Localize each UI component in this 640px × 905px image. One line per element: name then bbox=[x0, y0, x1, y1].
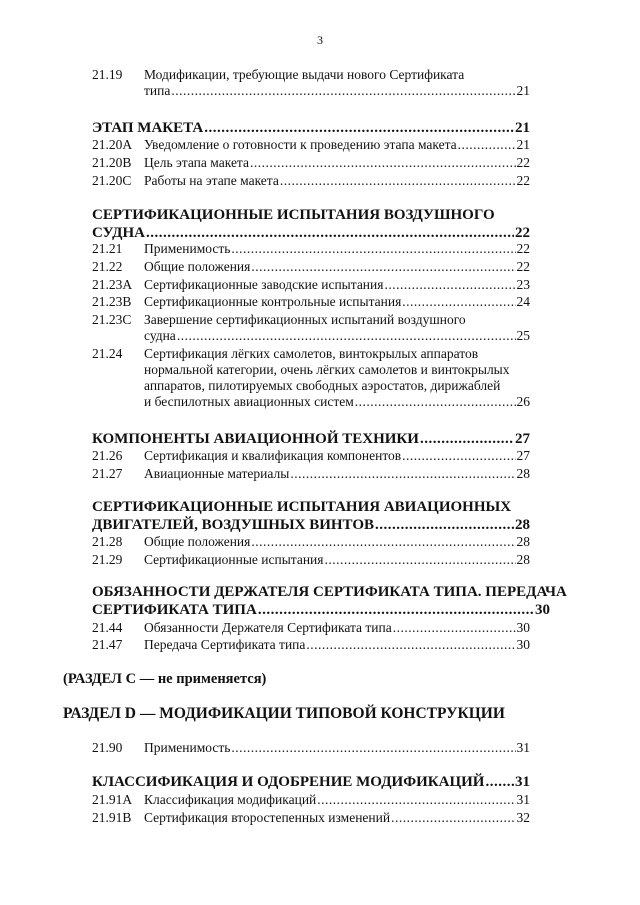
entry-title: Сертификационные контрольные испытания bbox=[144, 294, 402, 309]
entry-number: 21.27 bbox=[92, 466, 123, 481]
entry-title: Сертификация и квалификация компонентов bbox=[144, 448, 402, 463]
entry-title-line2: типа bbox=[144, 83, 171, 98]
heading-title-line1: ОБЯЗАННОСТИ ДЕРЖАТЕЛЯ СЕРТИФИКАТА ТИПА. ПЕРЕДАЧА bbox=[92, 584, 567, 600]
toc-heading-engines[interactable] bbox=[92, 498, 530, 534]
entry-title-line1: Модификации, требующие выдачи нового Сертификата bbox=[144, 67, 465, 82]
dot-leader bbox=[402, 448, 515, 464]
entry-page: 21 bbox=[516, 83, 530, 98]
entry-title: Цель этапа макета bbox=[144, 155, 249, 170]
entry-title-line1: Завершение сертификационных испытаний воздушного bbox=[144, 312, 466, 327]
dot-leader bbox=[306, 637, 515, 653]
entry-page: 28 bbox=[516, 466, 530, 481]
toc-entry-21-19[interactable] bbox=[92, 67, 530, 99]
dot-leader bbox=[458, 137, 516, 153]
toc-entry-21-20a[interactable] bbox=[92, 137, 530, 153]
dot-leader bbox=[485, 773, 514, 791]
dot-leader bbox=[402, 294, 515, 310]
entry-title: Уведомление о готовности к проведению этапа макета bbox=[144, 137, 457, 152]
entry-number: 21.19 bbox=[92, 67, 123, 82]
toc-heading-aircraft-tests[interactable] bbox=[92, 206, 530, 242]
entry-page: 30 bbox=[516, 620, 530, 635]
dot-leader bbox=[391, 810, 515, 826]
heading-title: ЭТАП МАКЕТА bbox=[92, 120, 204, 136]
heading-page: 22 bbox=[515, 225, 530, 241]
dot-leader bbox=[355, 394, 516, 410]
entry-number: 21.28 bbox=[92, 534, 123, 549]
dot-leader bbox=[393, 620, 516, 636]
entry-number: 21.20B bbox=[92, 155, 132, 170]
toc-entry-21-29[interactable] bbox=[92, 552, 530, 568]
dot-leader bbox=[250, 155, 516, 171]
entry-page: 22 bbox=[516, 155, 530, 170]
heading-page: 21 bbox=[515, 120, 530, 136]
toc-entry-21-47[interactable] bbox=[92, 637, 530, 653]
entry-title: Классификация модификаций bbox=[144, 792, 317, 807]
heading-title-line2: ДВИГАТЕЛЕЙ, ВОЗДУШНЫХ ВИНТОВ bbox=[92, 517, 375, 533]
dot-leader bbox=[290, 466, 515, 482]
toc-entry-21-20c[interactable] bbox=[92, 173, 530, 189]
heading-title-line2: СУДНА bbox=[92, 225, 145, 241]
dot-leader bbox=[280, 173, 516, 189]
entry-number: 21.26 bbox=[92, 448, 123, 463]
entry-title: Обязанности Держателя Сертификата типа bbox=[144, 620, 392, 635]
dot-leader bbox=[204, 119, 514, 137]
entry-number: 21.24 bbox=[92, 346, 123, 361]
entry-title: Авиационные материалы bbox=[144, 466, 290, 481]
toc-entry-21-21[interactable] bbox=[92, 241, 530, 257]
entry-title: Применимость bbox=[144, 740, 231, 755]
entry-number: 21.20C bbox=[92, 173, 132, 188]
dot-leader bbox=[325, 552, 516, 568]
entry-page: 23 bbox=[516, 277, 530, 292]
entry-title: Общие положения bbox=[144, 259, 251, 274]
entry-number: 21.23B bbox=[92, 294, 132, 309]
entry-title-line2: судна bbox=[144, 328, 176, 343]
section-d-heading: РАЗДЕЛ D — МОДИФИКАЦИИ ТИПОВОЙ КОНСТРУКЦИИ bbox=[63, 705, 505, 722]
entry-title: Передача Сертификата типа bbox=[144, 637, 306, 652]
entry-page: 24 bbox=[516, 294, 530, 309]
entry-page: 32 bbox=[516, 810, 530, 825]
dot-leader bbox=[231, 740, 515, 756]
toc-entry-21-23b[interactable] bbox=[92, 294, 530, 310]
toc-entry-21-44[interactable] bbox=[92, 620, 530, 636]
dot-leader bbox=[146, 224, 514, 242]
entry-page: 22 bbox=[516, 259, 530, 274]
toc-entry-21-23c[interactable] bbox=[92, 312, 530, 344]
heading-page: 30 bbox=[535, 602, 550, 618]
toc-entry-21-91b[interactable] bbox=[92, 810, 530, 826]
entry-page: 25 bbox=[516, 328, 530, 343]
entry-title: Сертификационные испытания bbox=[144, 552, 324, 567]
entry-page: 22 bbox=[516, 241, 530, 256]
toc-entry-21-28[interactable] bbox=[92, 534, 530, 550]
entry-page: 31 bbox=[516, 740, 530, 755]
entry-page: 28 bbox=[516, 552, 530, 567]
entry-title-line1: Сертификация лёгких самолетов, винтокрылых аппаратов bbox=[144, 346, 479, 361]
entry-number: 21.47 bbox=[92, 637, 123, 652]
toc-heading-maket[interactable] bbox=[92, 119, 530, 137]
heading-page: 28 bbox=[515, 517, 530, 533]
entry-number: 21.90 bbox=[92, 740, 123, 755]
heading-page: 31 bbox=[515, 774, 530, 790]
entry-title: Общие положения bbox=[144, 534, 251, 549]
entry-page: 22 bbox=[516, 173, 530, 188]
heading-title-line1: СЕРТИФИКАЦИОННЫЕ ИСПЫТАНИЯ АВИАЦИОННЫХ bbox=[92, 499, 512, 515]
dot-leader bbox=[251, 259, 515, 275]
entry-title-line3: аппаратов, пилотируемых свободных аэростатов, дирижаблей bbox=[144, 378, 501, 393]
toc-entry-21-90[interactable] bbox=[92, 740, 530, 756]
dot-leader bbox=[231, 241, 515, 257]
toc-entry-21-91a[interactable] bbox=[92, 792, 530, 808]
entry-page: 31 bbox=[516, 792, 530, 807]
entry-page: 21 bbox=[516, 137, 530, 152]
entry-number: 21.91B bbox=[92, 810, 132, 825]
entry-number: 21.29 bbox=[92, 552, 123, 567]
entry-title: Применимость bbox=[144, 241, 231, 256]
dot-leader bbox=[171, 83, 515, 99]
dot-leader bbox=[375, 516, 514, 534]
entry-page: 30 bbox=[516, 637, 530, 652]
toc-entry-21-22[interactable] bbox=[92, 259, 530, 275]
toc-entry-21-20b[interactable] bbox=[92, 155, 530, 171]
section-c-heading: (РАЗДЕЛ С — не применяется) bbox=[63, 671, 267, 687]
entry-number: 21.22 bbox=[92, 259, 123, 274]
heading-title-line1: СЕРТИФИКАЦИОННЫЕ ИСПЫТАНИЯ ВОЗДУШНОГО bbox=[92, 207, 495, 223]
entry-page: 28 bbox=[516, 534, 530, 549]
toc-entry-21-24[interactable] bbox=[92, 346, 530, 410]
entry-title: Работы на этапе макета bbox=[144, 173, 279, 188]
entry-page: 27 bbox=[516, 448, 530, 463]
toc-entry-21-27[interactable] bbox=[92, 466, 530, 482]
dot-leader bbox=[177, 328, 516, 344]
toc-heading-classification[interactable] bbox=[92, 773, 530, 791]
entry-title: Сертификационные заводские испытания bbox=[144, 277, 384, 292]
dot-leader bbox=[384, 277, 515, 293]
dot-leader bbox=[251, 534, 515, 550]
heading-title: КЛАССИФИКАЦИЯ И ОДОБРЕНИЕ МОДИФИКАЦИЙ bbox=[92, 774, 485, 790]
heading-title: КОМПОНЕНТЫ АВИАЦИОННОЙ ТЕХНИКИ bbox=[92, 431, 419, 447]
toc-entry-21-26[interactable] bbox=[92, 448, 530, 464]
entry-number: 21.23A bbox=[92, 277, 133, 292]
toc-heading-components[interactable] bbox=[92, 430, 530, 448]
entry-number: 21.21 bbox=[92, 241, 123, 256]
toc-heading-duties[interactable] bbox=[92, 583, 570, 619]
entry-page: 26 bbox=[516, 394, 530, 409]
dot-leader bbox=[420, 430, 514, 448]
page-number: 3 bbox=[317, 33, 323, 47]
entry-title-line4: и беспилотных авиационных систем bbox=[144, 394, 354, 409]
dot-leader bbox=[258, 601, 534, 619]
entry-number: 21.91A bbox=[92, 792, 133, 807]
entry-title: Сертификация второстепенных изменений bbox=[144, 810, 391, 825]
entry-number: 21.44 bbox=[92, 620, 123, 635]
entry-number: 21.20A bbox=[92, 137, 133, 152]
toc-entry-21-23a[interactable] bbox=[92, 277, 530, 293]
heading-title-line2: СЕРТИФИКАТА ТИПА bbox=[92, 602, 257, 618]
entry-title-line2: нормальной категории, очень лёгких самолетов и винтокрылых bbox=[144, 362, 510, 377]
heading-page: 27 bbox=[515, 431, 530, 447]
dot-leader bbox=[317, 792, 515, 808]
entry-number: 21.23C bbox=[92, 312, 132, 327]
